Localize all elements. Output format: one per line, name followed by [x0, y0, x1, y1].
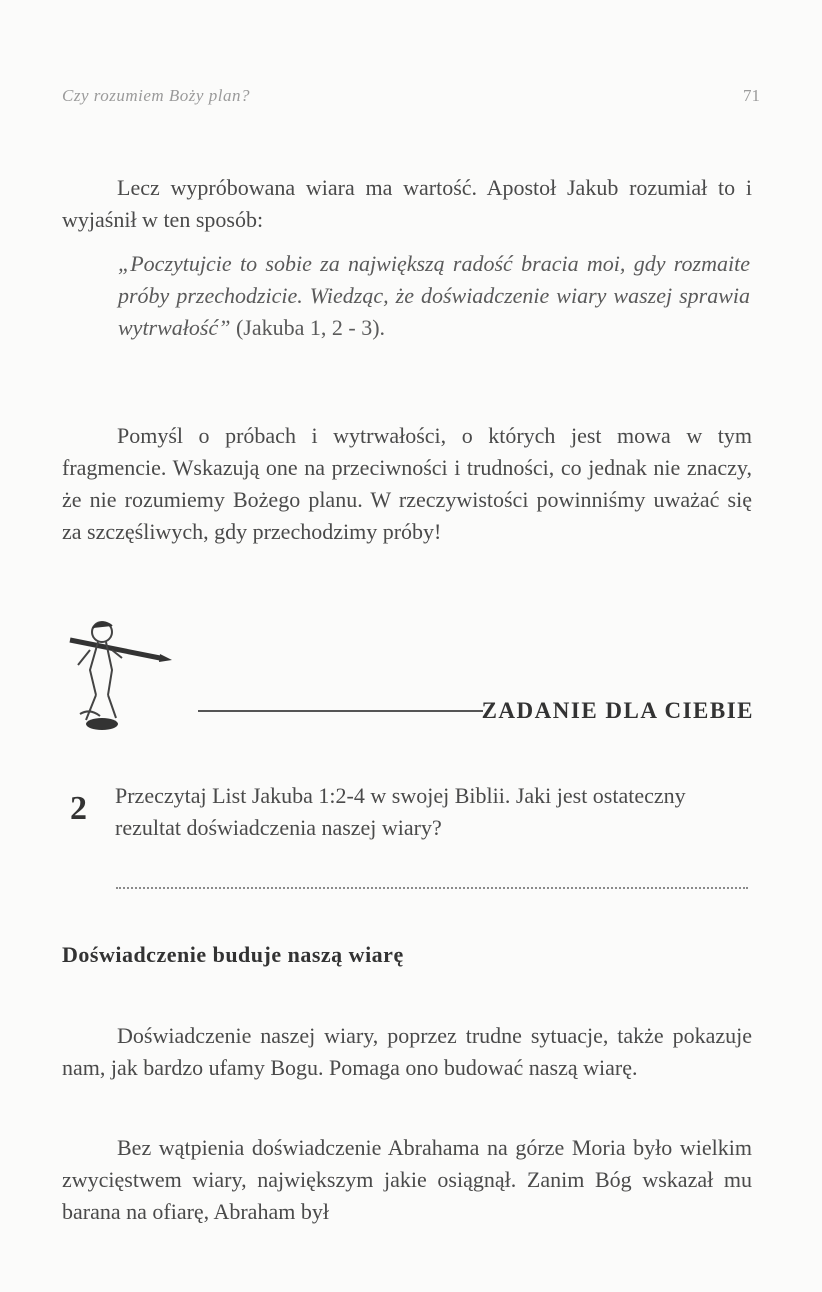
task-title: ZADANIE DLA CIEBIE	[481, 698, 754, 723]
student-reading-icon	[60, 610, 190, 740]
scripture-quote	[118, 248, 750, 344]
scripture-reference: (Jakuba 1, 2 - 3).	[235, 315, 386, 340]
paragraph-experience: Doświadczenie naszej wiary, poprzez trudne sytuacje, także pokazuje nam, jak bardzo ufamy Bogu. Pomaga ono budować naszą wiarę.	[62, 1023, 752, 1080]
task-divider	[198, 710, 483, 712]
paragraph-trials: Pomyśl o próbach i wytrwałości, o których jest mowa w tym fragmencie. Wskazują one na przeciwności i trudności, co jednak nie znaczy, że nie rozumiemy Bożego planu. W rzeczywistości powinniśmy uważać się za szczęśliwych, gdy przechodzimy próby!	[62, 423, 752, 544]
section-heading: Doświadczenie buduje naszą wiarę	[62, 942, 404, 967]
scripture-quote-text: „Poczytujcie to sobie za największą radość bracia moi, gdy rozmaite próby przechodzicie. Wiedząc, że doświadczenie wiary waszej sprawia wytrwałość”	[118, 251, 750, 340]
answer-line[interactable]	[116, 887, 748, 889]
question-number: 2	[70, 790, 87, 827]
paragraph-intro: Lecz wypróbowana wiara ma wartość. Apostoł Jakub rozumiał to i wyjaśnił w ten sposób:	[62, 175, 752, 232]
running-head	[62, 86, 760, 110]
page-number: 71	[743, 86, 760, 105]
paragraph-abraham: Bez wątpienia doświadczenie Abrahama na górze Moria było wielkim zwycięstwem wiary, największym jakie osiągnął. Zanim Bóg wskazał mu barana na ofiarę, Abraham był	[62, 1135, 752, 1224]
question-item	[68, 780, 758, 850]
running-head-title: Czy rozumiem Boży plan?	[62, 86, 250, 105]
question-text: Przeczytaj List Jakuba 1:2-4 w swojej Biblii. Jaki jest ostateczny rezultat doświadczenia naszej wiary?	[115, 783, 686, 840]
task-header	[60, 610, 760, 740]
